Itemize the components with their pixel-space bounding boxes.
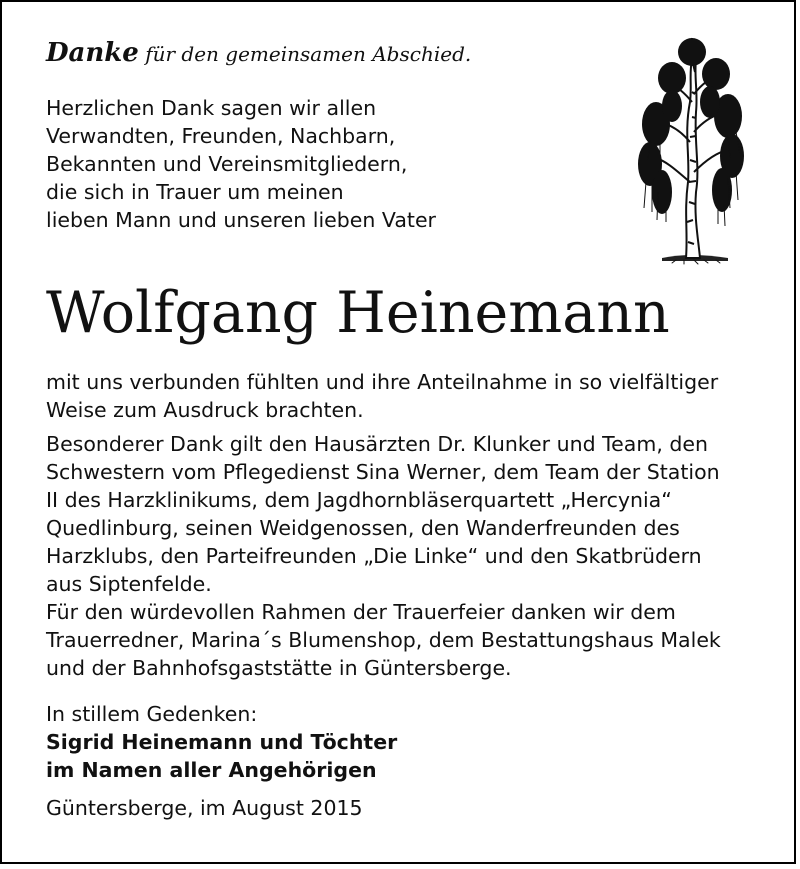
paragraph-line: Besonderer Dank gilt den Hausärzten Dr. Klunker und Team, den (46, 432, 708, 456)
paragraph-line: Für den würdevollen Rahmen der Trauerfeier danken wir dem (46, 600, 676, 624)
intro-text (46, 94, 606, 234)
header-rest: für den gemeinsamen Abschied. (145, 42, 472, 66)
paragraph-thanks (46, 368, 786, 424)
paragraph-special-thanks (46, 430, 786, 598)
birch-tree-icon (632, 32, 748, 268)
place-date: Güntersberge, im August 2015 (46, 796, 363, 820)
paragraph-line: Quedlinburg, seinen Weidgenossen, den Wanderfreunden des (46, 516, 680, 540)
paragraph-line: und der Bahnhofsgaststätte in Güntersberge. (46, 656, 512, 680)
paragraph-line: Trauerredner, Marina´s Blumenshop, dem Bestattungshaus Malek (46, 628, 721, 652)
closing-phrase: In stillem Gedenken: (46, 702, 258, 726)
paragraph-ceremony-thanks (46, 598, 786, 682)
intro-line: Verwandten, Freunden, Nachbarn, (46, 124, 396, 148)
header (46, 38, 471, 68)
deceased-name: Wolfgang Heinemann (46, 280, 670, 346)
intro-line: Bekannten und Vereinsmitgliedern, (46, 152, 408, 176)
intro-line: die sich in Trauer um meinen (46, 180, 344, 204)
paragraph-line: mit uns verbunden fühlten und ihre Anteilnahme in so vielfältiger (46, 370, 719, 394)
paragraph-line: II des Harzklinikums, dem Jagdhornbläserquartett „Hercynia“ (46, 488, 672, 512)
paragraph-line: Harzklubs, den Parteifreunden „Die Linke“ und den Skatbrüdern (46, 544, 702, 568)
intro-line: Herzlichen Dank sagen wir allen (46, 96, 377, 120)
paragraph-line: Weise zum Ausdruck brachten. (46, 398, 364, 422)
closing-block (46, 700, 397, 784)
intro-line: lieben Mann und unseren lieben Vater (46, 208, 436, 232)
signer-line: Sigrid Heinemann und Töchter (46, 730, 398, 754)
signer-line: im Namen aller Angehörigen (46, 758, 377, 782)
header-emphasis: Danke (46, 38, 139, 68)
paragraph-line: aus Siptenfelde. (46, 572, 212, 596)
paragraph-line: Schwestern vom Pflegedienst Sina Werner, dem Team der Station (46, 460, 720, 484)
